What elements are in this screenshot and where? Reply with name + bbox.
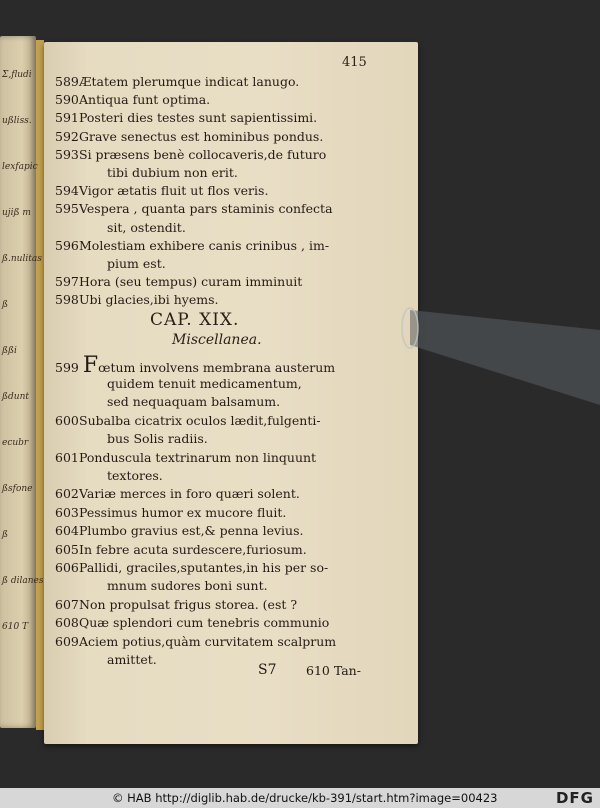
list-item bbox=[55, 413, 321, 428]
entry-text: Aciem potius,quàm curvitatem scalprum bbox=[79, 633, 337, 649]
entry-number: 601 bbox=[55, 449, 79, 465]
entry-text: tibi dubium non erit. bbox=[107, 165, 238, 180]
entry-text: Molestiam exhibere canis crinibus , im- bbox=[79, 237, 330, 253]
list-item bbox=[55, 634, 336, 649]
entry-text: Ubi glacies,ibi hyems. bbox=[79, 292, 219, 308]
list-item bbox=[55, 542, 307, 557]
left-page-fragment: ß.nulitas bbox=[2, 254, 42, 264]
glass-reflection bbox=[400, 300, 600, 420]
list-item bbox=[55, 394, 280, 409]
left-page-fragment: Σ,fludi bbox=[2, 70, 32, 80]
entry-number: 592 bbox=[55, 128, 79, 144]
footer-attribution[interactable]: © HAB http://diglib.hab.de/drucke/kb-391/start.htm?image=00423 bbox=[112, 791, 498, 805]
entry-text: Ætatem plerumque indicat lanugo. bbox=[79, 74, 300, 89]
entry-number: 609 bbox=[55, 633, 79, 649]
entry-text: Ponduscula textrinarum non linquunt bbox=[79, 449, 317, 465]
list-item bbox=[55, 274, 302, 289]
left-page-fragment: ßsfone bbox=[2, 484, 33, 494]
entry-number: 595 bbox=[55, 201, 79, 217]
entry-text: Antiqua funt optima. bbox=[79, 92, 211, 108]
left-page-fragment: ß bbox=[2, 300, 9, 310]
list-item bbox=[55, 220, 186, 235]
entry-text: amittet. bbox=[107, 652, 157, 667]
entry-number: 591 bbox=[55, 110, 79, 126]
list-item bbox=[55, 505, 286, 520]
entry-text: Pallidi, graciles,sputantes,in his per so- bbox=[79, 560, 329, 575]
entry-number: 604 bbox=[55, 523, 79, 539]
entry-text: pium est. bbox=[107, 256, 166, 271]
entry-text: Posteri dies testes sunt sapientissimi. bbox=[79, 110, 318, 126]
left-page-fragment: ß bbox=[2, 530, 9, 540]
entry-number: 608 bbox=[55, 615, 79, 631]
entry-text: Variæ merces in foro quæri solent. bbox=[79, 486, 300, 502]
entry-text: Vespera , quanta pars staminis confecta bbox=[79, 201, 333, 217]
entry-number: 603 bbox=[55, 504, 79, 520]
entry-text: sit, ostendit. bbox=[107, 219, 186, 235]
list-item bbox=[55, 468, 163, 483]
entry-text: Subalba cicatrix oculos lædit,fulgenti- bbox=[79, 412, 321, 428]
list-item bbox=[55, 74, 299, 89]
list-item bbox=[55, 256, 166, 271]
entry-text: mnum sudores boni sunt. bbox=[107, 578, 268, 594]
entry-text: Vigor ætatis fluit ut flos veris. bbox=[79, 183, 269, 199]
left-page-fragment: ujiß m bbox=[2, 208, 31, 218]
entry-number: 589 bbox=[55, 74, 79, 89]
entry-text: sed nequaquam balsamum. bbox=[107, 394, 281, 410]
left-page-fragment: ußliss. bbox=[2, 116, 32, 126]
list-item bbox=[55, 292, 218, 307]
entry-text: textores. bbox=[107, 468, 163, 483]
left-page-fragment: ecubr bbox=[2, 438, 29, 448]
list-item bbox=[55, 615, 329, 630]
entry-number: 590 bbox=[55, 92, 79, 108]
entry-text: Quæ splendori cum tenebris communio bbox=[79, 615, 330, 631]
entry-number: 600 bbox=[55, 412, 79, 428]
list-item bbox=[55, 147, 326, 162]
list-item bbox=[55, 450, 316, 465]
entry-number: 596 bbox=[55, 237, 79, 253]
list-item bbox=[55, 523, 303, 538]
list-item bbox=[55, 578, 268, 593]
entry-text: Hora (seu tempus) curam imminuit bbox=[79, 274, 303, 290]
entry-text: Non propulsat frigus storea. (est ? bbox=[79, 596, 298, 612]
left-page-fragment: 610 T bbox=[2, 622, 29, 632]
entry-number: 606 bbox=[55, 560, 79, 575]
left-page-fragment: ßdunt bbox=[2, 392, 29, 402]
entry-number: 594 bbox=[55, 183, 79, 199]
list-item bbox=[55, 652, 157, 667]
list-item bbox=[55, 165, 238, 180]
chapter-subtitle: Miscellanea. bbox=[172, 332, 262, 348]
drop-initial: F bbox=[82, 353, 99, 378]
list-item bbox=[55, 238, 329, 253]
left-page-fragment: lexfapic bbox=[2, 162, 38, 172]
chapter-title: CAP. XIX. bbox=[150, 310, 240, 330]
entry-number: 598 bbox=[55, 292, 79, 308]
list-item bbox=[55, 486, 300, 501]
entry-number: 593 bbox=[55, 146, 79, 162]
list-item bbox=[55, 183, 268, 198]
entry-text: Si præsens benè collocaveris,de futuro bbox=[79, 146, 327, 162]
entry-number: 599 bbox=[55, 360, 79, 375]
entry-number: 607 bbox=[55, 596, 79, 612]
entry-number: 597 bbox=[55, 274, 79, 290]
list-item bbox=[55, 129, 323, 144]
entry-text: quidem tenuit medicamentum, bbox=[107, 376, 302, 391]
entry-text: Plumbo gravius est,& penna levius. bbox=[79, 523, 304, 539]
entry-text: bus Solis radiis. bbox=[107, 431, 208, 447]
entry-number: 602 bbox=[55, 486, 79, 502]
list-item bbox=[55, 560, 328, 575]
signature-mark: S7 bbox=[258, 662, 277, 678]
footer-bar bbox=[0, 788, 600, 808]
entry-text: Pessimus humor ex mucore fluit. bbox=[79, 504, 287, 520]
book-gutter bbox=[36, 40, 44, 730]
list-item bbox=[55, 92, 210, 107]
list-item bbox=[55, 201, 333, 216]
list-item bbox=[55, 110, 317, 125]
entry-text: In febre acuta surdescere,furiosum. bbox=[79, 541, 307, 557]
left-page-fragment: ß dilanes bbox=[2, 576, 44, 586]
list-item bbox=[55, 353, 336, 378]
list-item bbox=[55, 376, 302, 391]
catchword: 610 Tan- bbox=[306, 663, 361, 678]
entry-text: œtum involvens membrana austerum bbox=[98, 360, 336, 375]
entry-text: Grave senectus est hominibus pondus. bbox=[79, 128, 324, 144]
list-item bbox=[55, 597, 297, 612]
list-item bbox=[55, 431, 208, 446]
entry-number: 605 bbox=[55, 541, 79, 557]
left-page-fragment: ßßi bbox=[2, 346, 17, 356]
dfg-logo: DFG bbox=[555, 789, 594, 807]
page-number: 415 bbox=[342, 55, 367, 70]
